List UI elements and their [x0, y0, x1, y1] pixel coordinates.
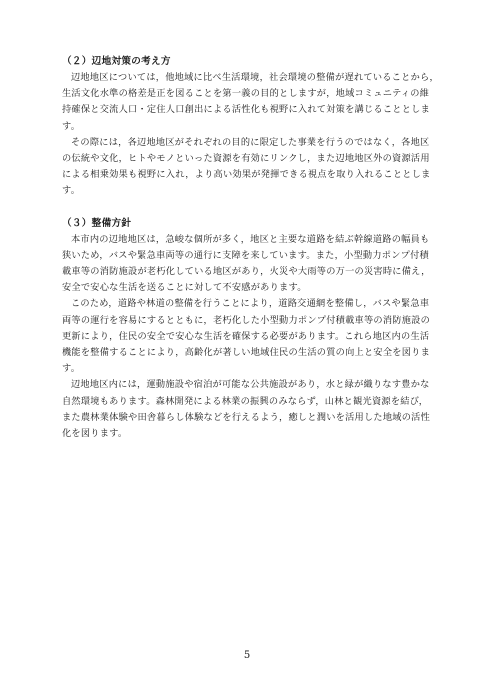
text-line: す。 — [62, 363, 81, 375]
text-line: の伝統や文化，ヒトやモノといった資源を有効にリンクし，また辺地地区外の資源活用 — [62, 153, 430, 165]
paragraph — [62, 135, 436, 200]
text-line: 持確保と交流人口・定住人口創出による活性化も視野に入れて対策を講じることとしま — [62, 104, 431, 116]
text-line: による相乗効果も視野に入れ，より高い効果が発揮できる視点を取り入れることとしま — [62, 169, 431, 181]
section-2 — [62, 54, 439, 200]
text-line: 本市内の辺地地区は，急峻な個所が多く，地区と主要な道路を結ぶ幹線道路の幅員も — [71, 233, 430, 245]
text-line: す。 — [62, 185, 81, 197]
text-line: 機能を整備することにより，高齢化が著しい地域住民の生活の質の向上と安全を図りま — [62, 347, 431, 359]
text-line: 載車等の消防施設が老朽化している地区があり，火災や大雨等の万一の災害時に備え， — [62, 266, 431, 278]
text-line: す。 — [62, 120, 81, 132]
section-heading: （３）整備方針 — [62, 217, 132, 229]
paragraph — [62, 70, 439, 135]
text-line: 生活文化水準の格差是正を図ることを第一義の目的としますが，地域コミュニティの維 — [62, 88, 430, 100]
text-line: また農林業体験や田舎暮らし体験などを行えるよう，癒しと潤いを活用した地域の活性 — [62, 411, 431, 423]
page-number: 5 — [243, 650, 251, 661]
text-line: 辺地地区については，他地域に比べ生活環境，社会環境の整備が遅れていることから， — [71, 72, 439, 83]
text-line: 辺地地区内には，運動施設や宿泊が可能な公共施設があり，水と緑が織りなす豊かな — [71, 379, 430, 391]
text-line: 化を図ります。 — [62, 428, 128, 440]
text-line: 両等の運行を容易にするとともに，老朽化した小型動力ポンプ付積載車等の消防施設の — [62, 314, 431, 326]
text-line: 安全で安心な生活を送ることに対して不安感があります。 — [62, 282, 307, 294]
paragraph — [62, 296, 436, 377]
section-3 — [62, 216, 436, 443]
page-content — [62, 54, 439, 442]
paragraph — [62, 377, 436, 442]
text-line: その際には，各辺地地区がそれぞれの目的に限定した事業を行うのではなく，各地区 — [71, 136, 430, 148]
section-heading: （２）辺地対策の考え方 — [62, 56, 171, 67]
text-line: 更新により，住民の安全で安心な生活を確保する必要があります。これら地区内の生活 — [62, 330, 430, 342]
section-spacer — [62, 200, 436, 216]
paragraph — [62, 232, 436, 297]
text-line: 自然環境もあります。森林開発による林業の振興のみならず，山林と観光資源を結び， — [62, 395, 429, 407]
text-line: 狭いため，バスや緊急車両等の通行に支障を来しています。また，小型動力ポンプ付積 — [62, 249, 429, 261]
text-line: このため，道路や林道の整備を行うことにより，道路交通網を整備し，バスや緊急車 — [71, 298, 430, 310]
